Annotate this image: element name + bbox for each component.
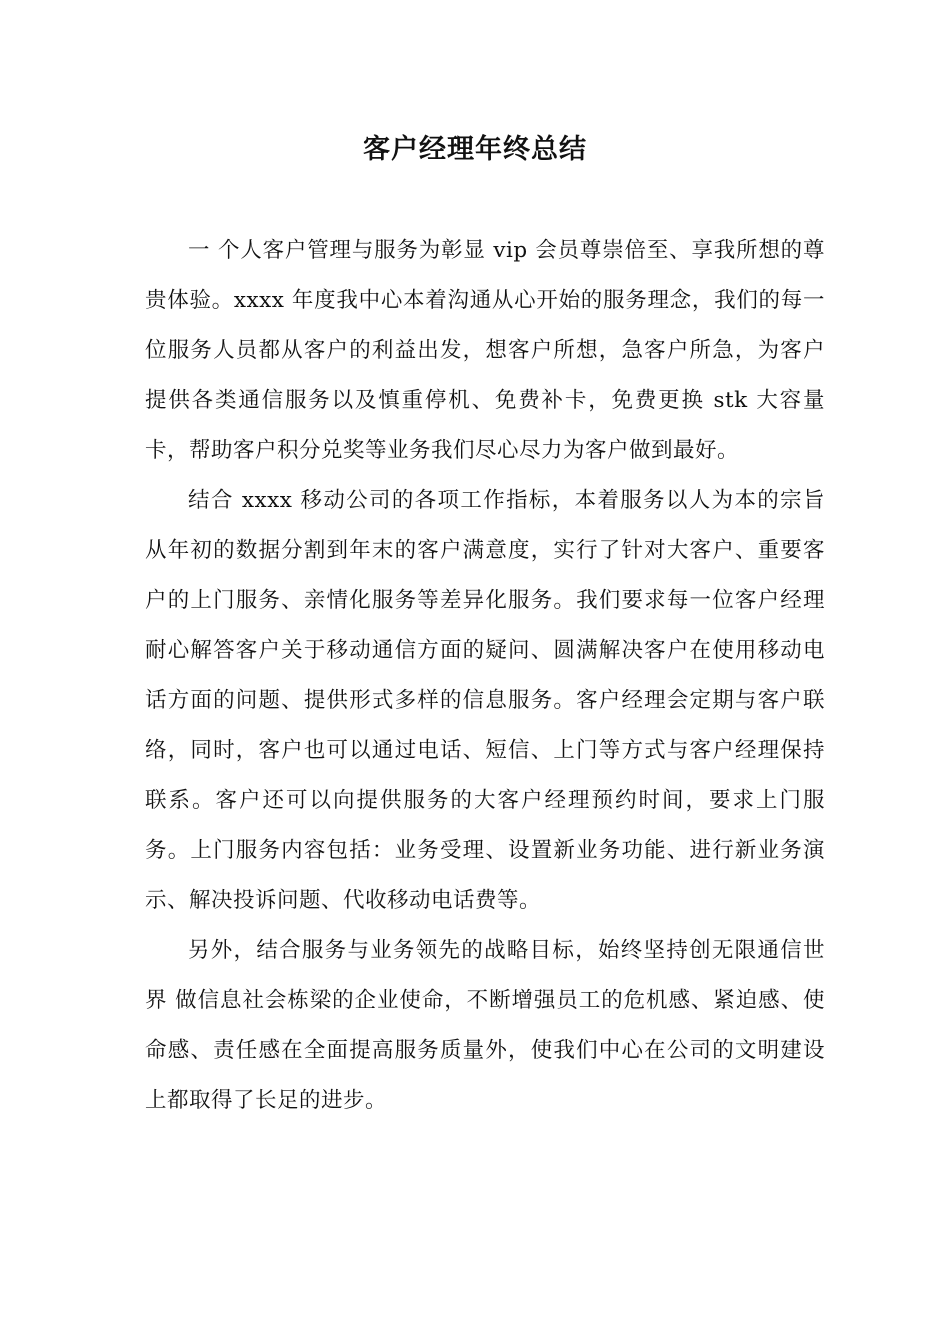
paragraph-2: 结合 xxxx 移动公司的各项工作指标，本着服务以人为本的宗旨从年初的数据分割到年末的客户满意度，实行了针对大客户、重要客户的上门服务、亲情化服务等差异化服务。我们要求每一位客户经理耐心解答客户关于移动通信方面的疑问、圆满解决客户在使用移动电话方面的问题、提供形式多样的信息服务。客户经理会定期与客户联络，同时，客户也可以通过电话、短信、上门等方式与客户经理保持联系。客户还可以向提供服务的大客户经理预约时间，要求上门服务。上门服务内容包括：业务受理、设置新业务功能、进行新业务演示、解决投诉问题、代收移动电话费等。: [145, 488, 825, 913]
document-title: 客户经理年终总结: [363, 134, 587, 165]
paragraph-1: 一 个人客户管理与服务为彰显 vip 会员尊崇倍至、享我所想的尊贵体验。xxxx 年度我中心本着沟通从心开始的服务理念，我们的每一位服务人员都从客户的利益出发，想客户所想，急客户所急，为客户提供各类通信服务以及慎重停机、免费补卡，免费更换 stk 大容量卡，帮助客户积分兑奖等业务我们尽心尽力为客户做到最好。: [145, 238, 825, 463]
paragraph-3: 另外，结合服务与业务领先的战略目标，始终坚持创无限通信世界 做信息社会栋梁的企业使命，不断增强员工的危机感、紧迫感、使命感、责任感在全面提高服务质量外，使我们中心在公司的文明建设上都取得了长足的进步。: [145, 938, 825, 1113]
document-body: [145, 226, 825, 1126]
